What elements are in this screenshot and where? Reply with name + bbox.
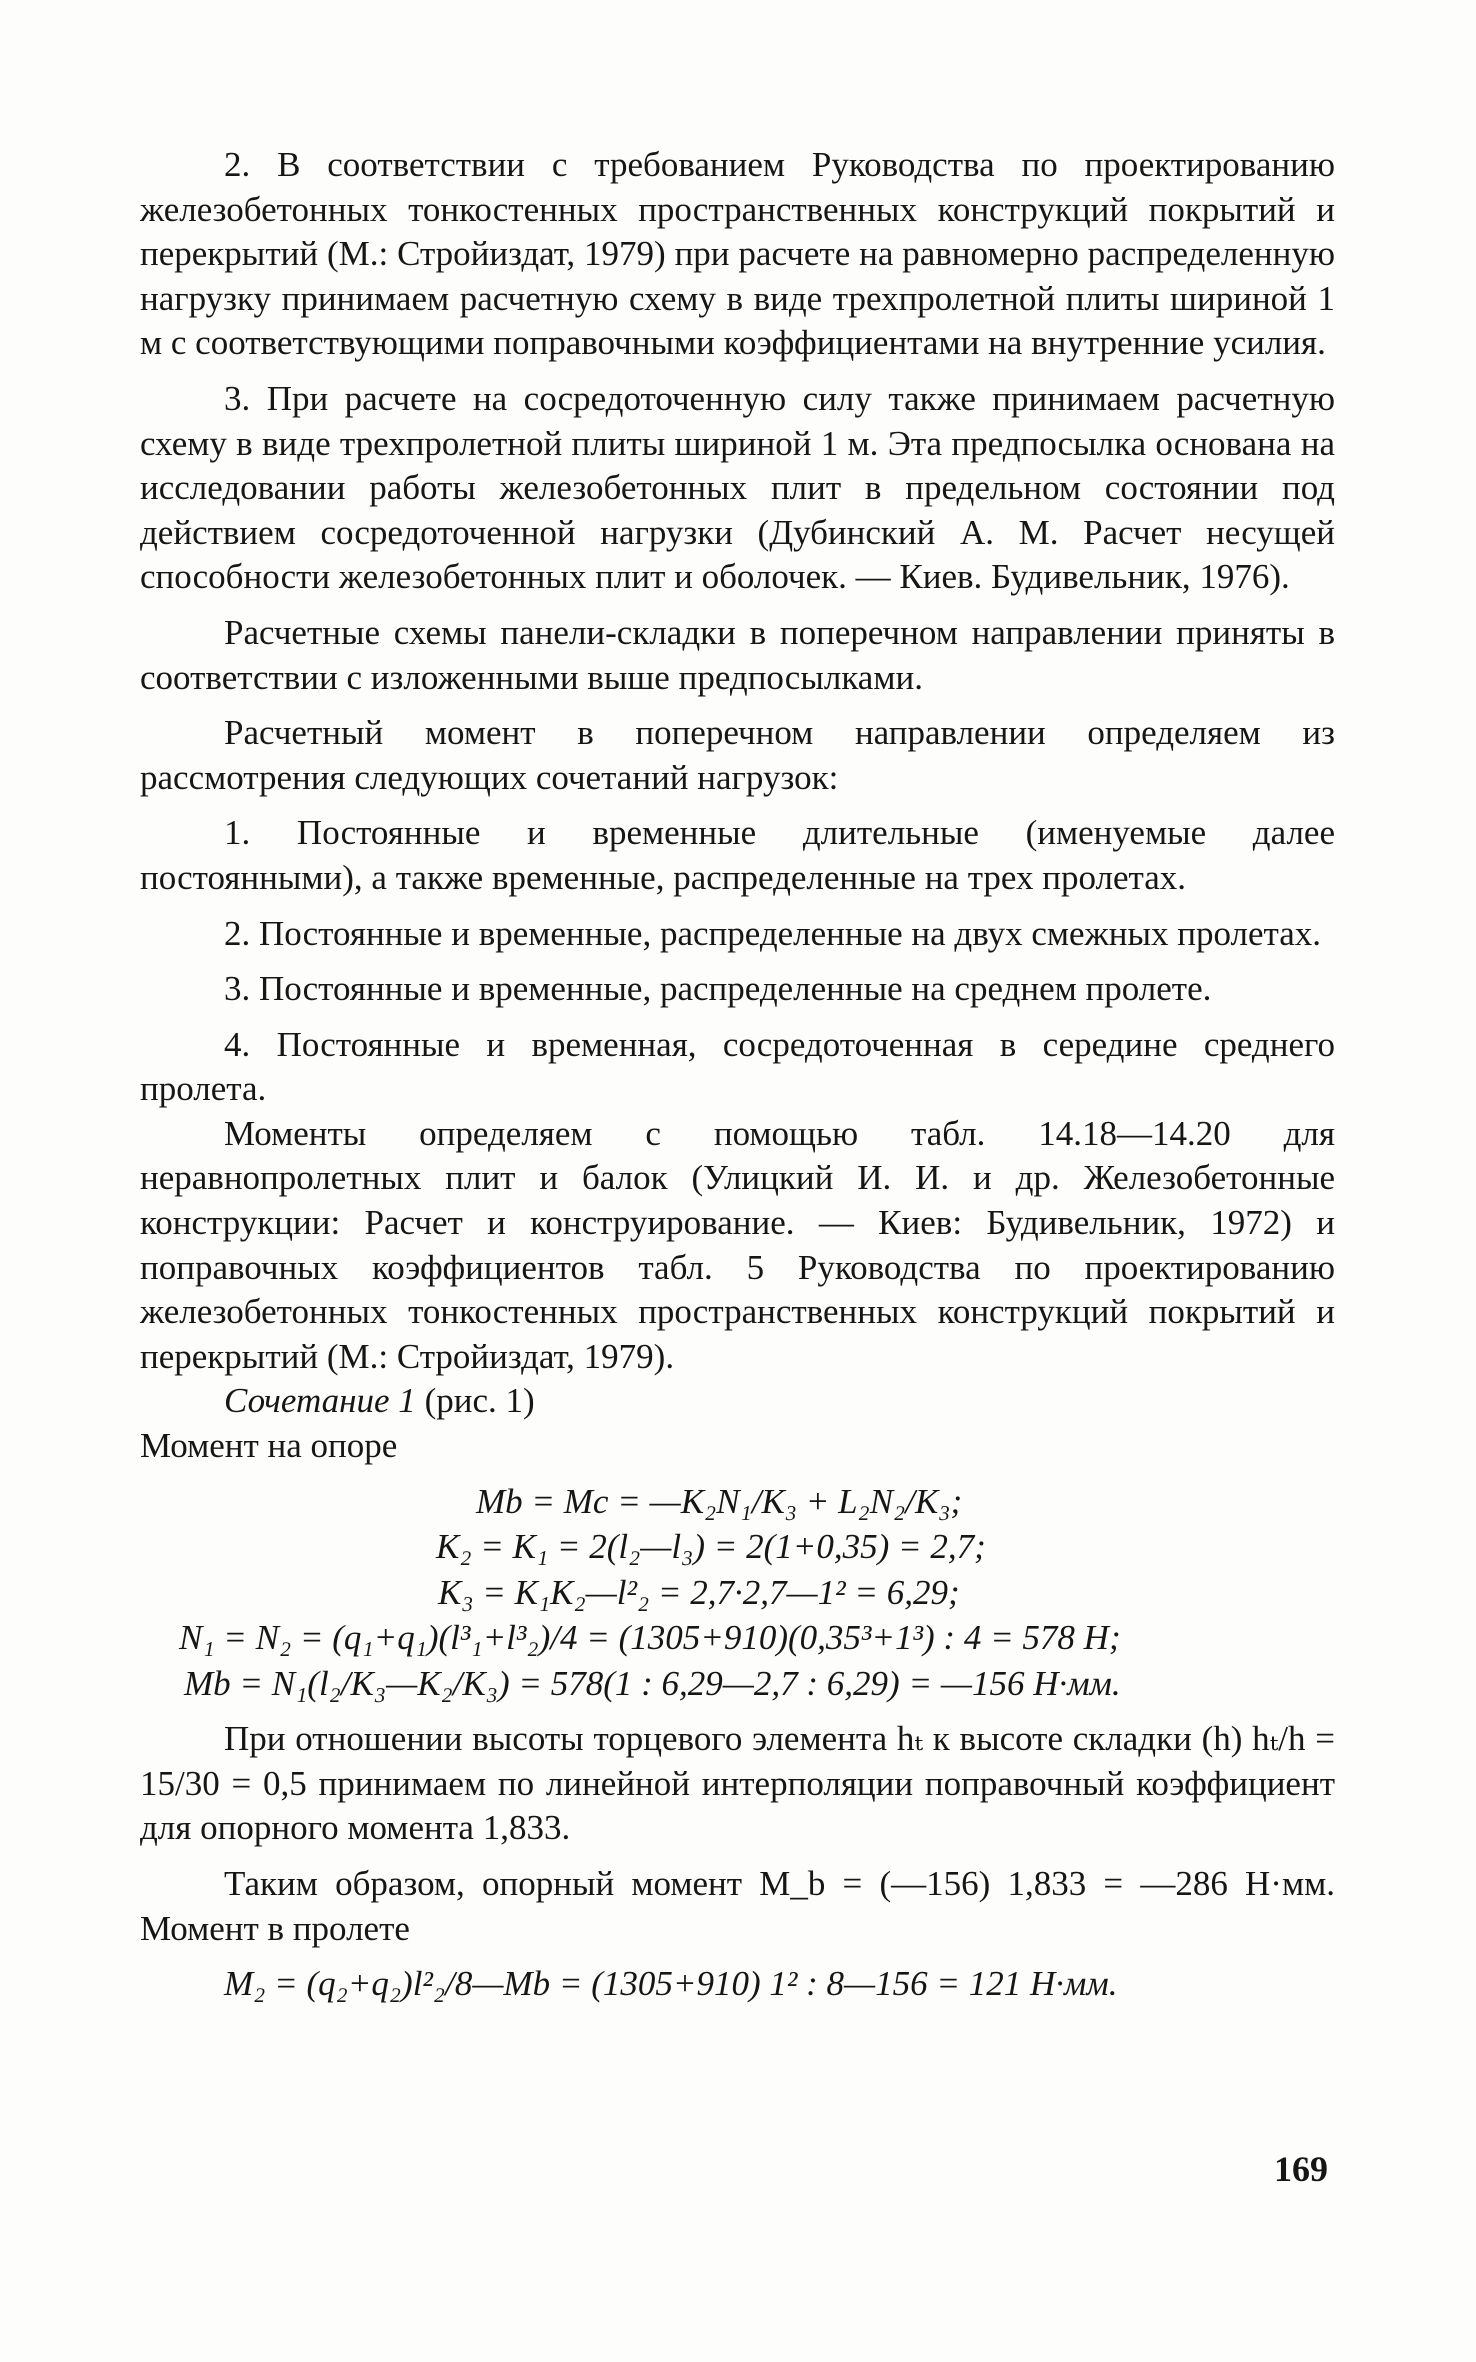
formula-4: N₁ = N₂ = (q₁+q₁)(l³₁+l³₂)/4 = (1305+910)(0,35³+1³) : 4 = 578 Н; <box>179 1618 1121 1658</box>
page-number: 169 <box>1274 2149 1328 2189</box>
paragraph-moment: Расчетный момент в поперечном направлении определяем из рассмотрения следующих сочетаний нагрузок: <box>140 713 1335 797</box>
combination-ref: (рис. 1) <box>415 1381 535 1421</box>
paragraph-schemes: Расчетные схемы панели-складки в поперечном направлении приняты в соответствии с изложенными выше предпосылками. <box>140 612 1335 697</box>
list-item-1: 1. Постоянные и временные длительные (именуемые далее постоянными), а также временные, распределенные на трех пролетах. <box>140 813 1335 897</box>
paragraph-3: 3. При расчете на сосредоточенную силу также принимаем расчетную схему в виде трехпролетной плиты шириной 1 м. Эта предпосылка основана на исследовании работы железобетонных плит в предельном состоянии под действием сосредоточенной нагрузки (Дубинский А. М. Расчет несущей способности железобетонных плит и оболочек. — Киев. Будивельник, 1976). <box>140 378 1335 597</box>
paragraph-ratio: При отношении высоты торцевого элемента hₜ к высоте складки (h) hₜ/h = 15/30 = 0,5 принимаем по линейной интерполяции поправочный коэффициент для опорного момента 1,833. <box>140 1719 1335 1848</box>
list-item-2: 2. Постоянные и временные, распределенные на двух смежных пролетах. <box>224 913 1321 953</box>
combination-heading <box>140 1379 1335 1424</box>
list-item-4: 4. Постоянные и временная, сосредоточенная в середине среднего пролета. <box>140 1024 1335 1109</box>
formula-5: Mb = N₁(l₂/K₃—K₂/K₃) = 578(1 : 6,29—2,7 : 6,29) = —156 Н·мм. <box>184 1663 1121 1703</box>
formula-block <box>140 1479 1335 1707</box>
list-item-3: 3. Постоянные и временные, распределенные на среднем пролете. <box>224 969 1212 1009</box>
formula-2: K₂ = K₁ = 2(l₂—l₃) = 2(1+0,35) = 2,7; <box>436 1527 986 1567</box>
paragraph-tables: Моменты определяем с помощью табл. 14.18—14.20 для неравнопролетных плит и балок (Улицкий И. И. и др. Железобетонные конструкции: Расчет и конструирование. — Киев: Будивельник, 1972) и поправочных коэффициентов табл. 5 Руководства по проектированию железобетонных тонкостенных пространственных конструкций покрытий и перекрытий (М.: Стройиздат, 1979). <box>140 1113 1335 1376</box>
paragraph-2: 2. В соответствии с требованием Руководства по проектированию железобетонных тонкостенных пространственных конструкций покрытий и перекрытий (М.: Стройиздат, 1979) при расчете на равномерно распределенную нагрузку принимаем расчетную схему в виде трехпролетной плиты шириной 1 м с соответствующими поправочными коэффициентами на внутренние усилия. <box>140 145 1335 363</box>
page-body <box>140 143 1335 2007</box>
formula-1: Mb = Mc = —K₂N₁/K₃ + L₂N₂/K₃; <box>476 1481 963 1521</box>
formula-3: K₃ = K₁K₂—l²₂ = 2,7·2,7—1² = 6,29; <box>438 1572 960 1612</box>
support-moment-label: Момент на опоре <box>140 1426 398 1466</box>
paragraph-support-moment: Таким образом, опорный момент M_b = (—156) 1,833 = —286 Н·мм. Момент в пролете <box>140 1863 1335 1948</box>
combination-label: Сочетание 1 <box>224 1381 416 1421</box>
formula-6: M₂ = (q₂+q₂)l²₂/8—Mb = (1305+910) 1² : 8—156 = 121 Н·мм. <box>224 1964 1118 2004</box>
